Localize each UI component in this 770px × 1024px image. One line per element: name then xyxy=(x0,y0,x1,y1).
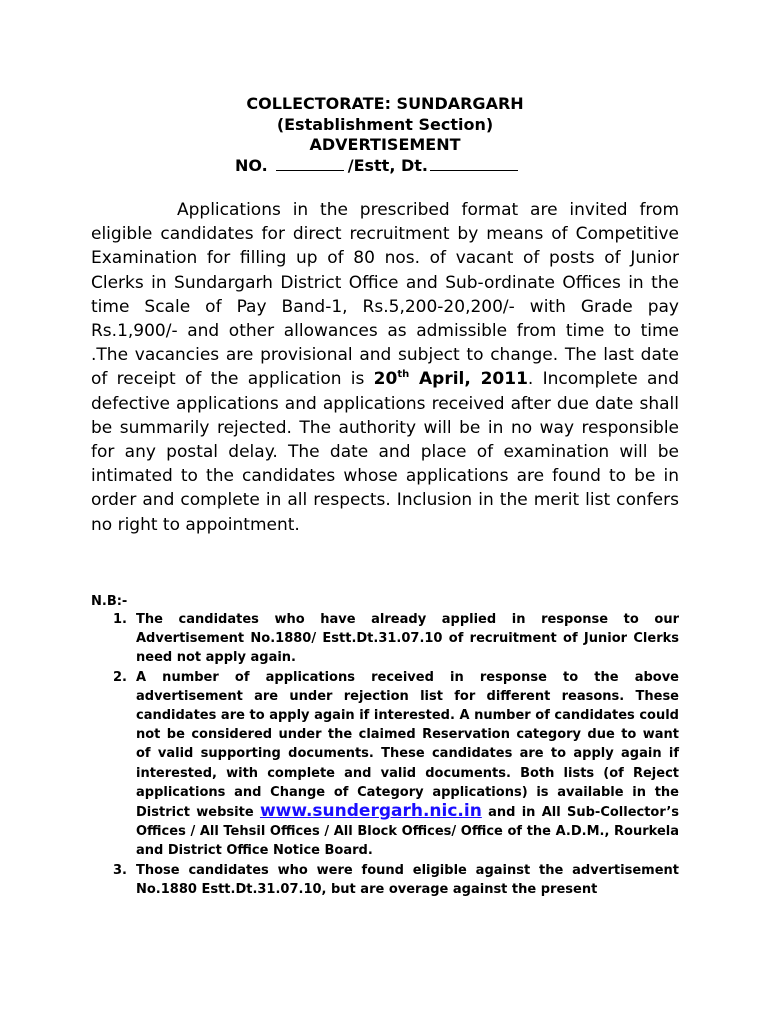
nb-item-number: 3. xyxy=(113,862,127,878)
nb-item-number: 1. xyxy=(113,612,127,627)
header-reference-line xyxy=(91,156,679,177)
last-date xyxy=(374,369,528,389)
reference-no-label: NO. xyxy=(235,155,268,175)
nb-item-text-after-link: and in All Sub-Collector’s Offices / All Tehsil Offices / All Block Offices/ Office of the A.D.M., Rourkela and District Office Notice Board. xyxy=(136,805,679,859)
nb-item-2 xyxy=(91,668,679,861)
nb-item-text-before-link: A number of applications received in response to the above advertisement are under rejection list for different reasons. These candidates are to apply again if interested. A number of candidates could not be considered under the claimed Reservation category due to want of valid supporting documents. These candidates are to apply again if interested, with complete and valid documents. Both lists (of Reject applications and Change of Category applications) is available in the District website xyxy=(136,669,679,821)
header-advertisement-title: ADVERTISEMENT xyxy=(309,135,461,154)
advertisement-body xyxy=(91,198,679,537)
nb-item-text: Those candidates who were found eligible against the advertisement No.1880 Estt.Dt.31.07.10, but are overage against the present xyxy=(136,862,679,897)
last-date-month-year: April, 2011 xyxy=(409,369,528,390)
nb-list xyxy=(91,610,679,899)
last-date-day: 20 xyxy=(373,369,398,390)
reference-date-blank xyxy=(430,169,518,171)
nb-item-text: The candidates who have already applied in response to our Advertisement No.1880/ Estt.Dt.31.07.10 of recruitment of Junior Clerks need not apply again. xyxy=(136,612,679,666)
header-section-title: (Establishment Section) xyxy=(276,114,494,134)
nb-item-3 xyxy=(91,861,679,899)
body-text-part1: Applications in the prescribed format are invited from eligible candidates for direct recruitment by means of Competitive Examination for filling up of 80 nos. of vacant of posts of Junior Clerks in Sundargarh District Office and Sub-ordinate Offices in the time Scale of Pay Band-1, Rs.5,200-20,200/- with Grade pay Rs.1,900/- and other allowances as admissible from time to time .The vacancies are provisional and subject to change. The last date of receipt of the application is xyxy=(91,200,679,390)
body-text-part2: . Incomplete and defective applications and applications received after due date shall be summarily rejected. The authority will be in no way responsible for any postal delay. The date and place of examination will be intimated to the candidates whose applications are found to be in order and complete in all respects. Inclusion in the merit list confers no right to appointment. xyxy=(91,369,680,535)
reference-number-blank xyxy=(276,169,344,171)
last-date-suffix: th xyxy=(397,369,410,381)
nb-item-1 xyxy=(91,610,679,668)
document-header xyxy=(91,94,679,176)
nb-item-number: 2. xyxy=(113,669,127,685)
nb-label: N.B:- xyxy=(91,594,128,609)
reference-estt-label: /Estt, Dt. xyxy=(347,155,428,175)
header-office-title: COLLECTORATE: SUNDARGARH xyxy=(246,94,524,113)
district-website-link[interactable]: www.sundergarh.nic.in xyxy=(259,801,482,822)
